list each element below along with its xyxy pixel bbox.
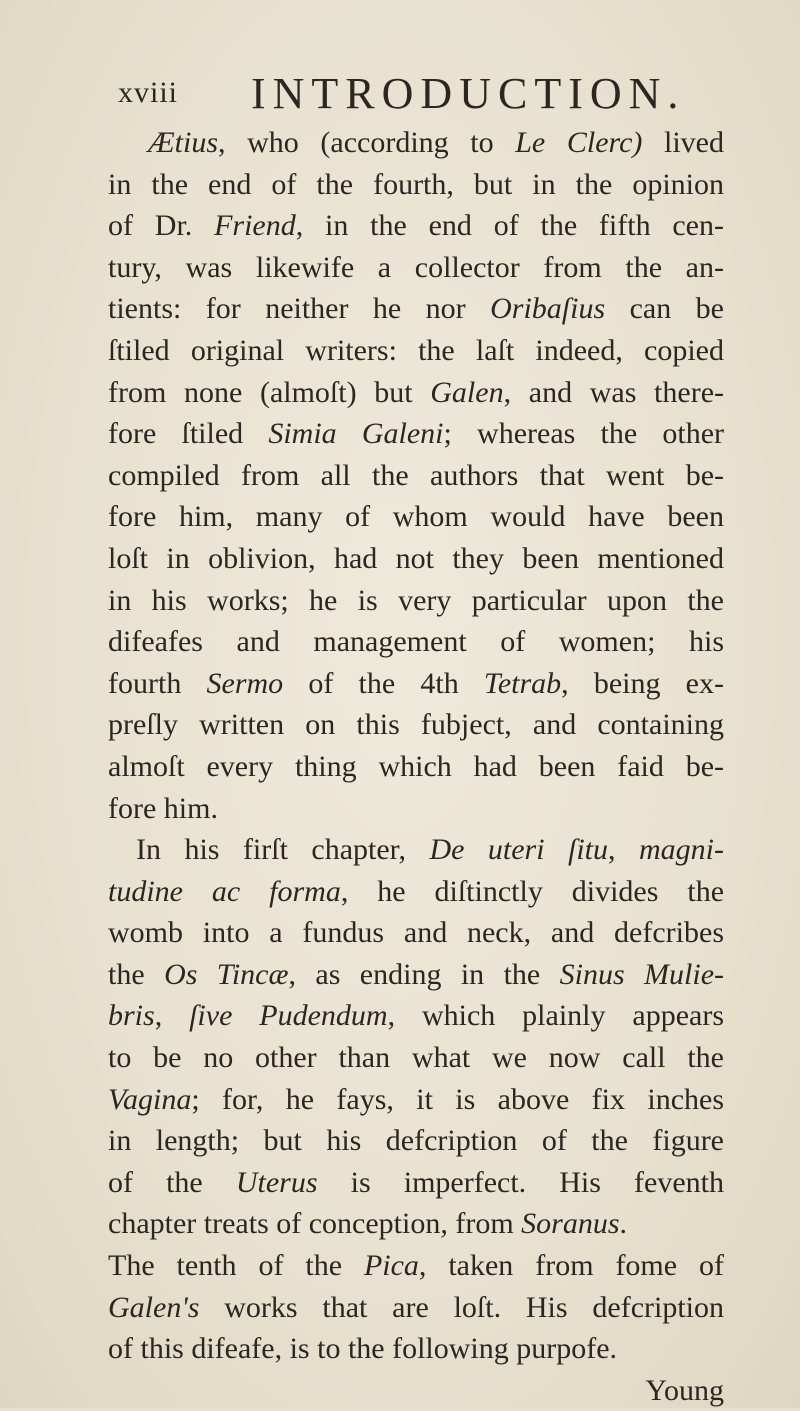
text-run: in his works; he is very particular upon the — [108, 583, 724, 617]
italic-run: De uteri ſitu — [429, 833, 609, 867]
italic-run: Tetrab — [483, 666, 562, 700]
italic-run: Friend — [214, 209, 296, 243]
text-run: the — [108, 957, 165, 991]
text-line — [108, 1328, 724, 1370]
text-line — [108, 1037, 724, 1079]
italic-run: Galen — [430, 375, 504, 409]
page-number: xviii — [118, 76, 179, 109]
text-line — [108, 330, 724, 372]
text-run: of the 4th — [283, 666, 484, 700]
text-run: difeafes and management of women; his — [108, 625, 724, 659]
italic-run: Os Tincæ — [164, 957, 289, 991]
text-run: preſly written on this fubject, and containing — [108, 708, 724, 742]
text-run: , he diſtinctly divides the — [340, 874, 725, 908]
italic-run: Uterus — [235, 1165, 318, 1199]
catchword: Young — [645, 1373, 724, 1407]
text-run: The tenth of the — [108, 1249, 364, 1283]
text-line — [108, 455, 724, 497]
text-run: , as ending in the — [288, 957, 560, 991]
text-line — [108, 413, 724, 455]
text-run: in length; but his defcription of the figure — [108, 1124, 724, 1158]
text-run: In his firſt chapter, — [136, 833, 430, 867]
text-run: , in the end of the fifth cen- — [295, 209, 724, 243]
italic-run: magni- — [639, 833, 724, 867]
text-run: fourth — [108, 666, 207, 700]
text-run: , taken from fome of — [418, 1249, 724, 1283]
text-run: chapter treats of conception, from — [108, 1207, 522, 1241]
text-run: tients: for neither he nor — [108, 292, 491, 326]
text-line — [108, 164, 724, 206]
text-run: , who (according to — [218, 126, 516, 159]
text-line — [108, 1287, 724, 1329]
text-run: , and was there- — [503, 375, 724, 409]
text-run: of this difeafe, is to the following purpofe. — [108, 1332, 618, 1366]
italic-run: Ætius — [148, 126, 219, 159]
text-run: of Dr. — [108, 209, 215, 243]
text-line — [108, 871, 724, 913]
running-head: INTRODUCTION. — [251, 69, 686, 118]
italic-run: Sermo — [206, 666, 284, 700]
text-line — [108, 122, 724, 164]
text-run: compiled from all the authors that went be- — [108, 458, 724, 492]
italic-run: Sinus Mulie- — [559, 957, 724, 991]
italic-run: Pica — [363, 1249, 419, 1283]
text-run: . — [619, 1207, 628, 1241]
text-run: fore him, many of whom would have been — [108, 500, 724, 534]
text-line — [108, 247, 724, 289]
italic-run: Le Clerc) — [515, 126, 643, 159]
text-line — [108, 788, 724, 830]
text-line — [108, 1245, 724, 1287]
body-text — [108, 122, 724, 1411]
text-line — [108, 372, 724, 414]
text-line — [108, 746, 724, 788]
italic-run: Galen's — [108, 1290, 200, 1324]
text-line — [108, 829, 724, 871]
text-run: ; for, he fays, it is above fix inches — [191, 1082, 724, 1116]
text-run: , which plainly appears — [387, 999, 724, 1033]
text-run: , — [154, 999, 190, 1033]
italic-run: bris — [108, 999, 155, 1033]
text-line — [108, 704, 724, 746]
italic-run: Simia Galeni — [268, 417, 444, 451]
text-line — [108, 580, 724, 622]
text-line — [108, 1120, 724, 1162]
text-run: tury, was likewife a collector from the an- — [108, 250, 724, 284]
text-run: fore ſtiled — [108, 417, 269, 451]
text-run: is imperfect. His feventh — [317, 1165, 724, 1199]
text-run: can be — [605, 292, 724, 326]
text-run: ſtiled original writers: the laſt indeed, copied — [108, 333, 724, 367]
text-line — [108, 1203, 724, 1245]
text-line — [108, 496, 724, 538]
text-run: of the — [108, 1165, 236, 1199]
text-run: fore him. — [108, 791, 218, 825]
text-run: to be no other than what we now call the — [108, 1041, 724, 1075]
text-line — [108, 538, 724, 580]
text-run: almoſt every thing which had been faid be- — [108, 749, 724, 783]
text-line — [108, 1079, 724, 1121]
text-run: works that are loſt. His defcription — [199, 1290, 724, 1324]
text-line — [108, 663, 724, 705]
text-line — [108, 288, 724, 330]
page-header — [118, 68, 758, 118]
text-line — [108, 912, 724, 954]
text-run: loſt in oblivion, had not they been mentioned — [108, 541, 724, 575]
text-line — [108, 205, 724, 247]
text-run: lived — [642, 126, 724, 159]
italic-run: tudine ac forma — [108, 874, 341, 908]
text-run: ; whereas the other — [443, 417, 725, 451]
text-run: , — [608, 833, 639, 867]
text-line — [108, 1162, 724, 1204]
text-line — [108, 995, 724, 1037]
text-line — [108, 954, 724, 996]
text-run: womb into a fundus and neck, and defcribes — [108, 916, 724, 950]
text-run: from none (almoſt) but — [108, 375, 431, 409]
text-run: , being ex- — [561, 666, 724, 700]
text-run: in the end of the fourth, but in the opinion — [108, 167, 724, 201]
italic-run: Vagina — [108, 1082, 192, 1116]
text-line — [108, 621, 724, 663]
italic-run: ſive Pudendum — [189, 999, 388, 1033]
italic-run: Soranus — [521, 1207, 620, 1241]
italic-run: Oribaſius — [490, 292, 606, 326]
